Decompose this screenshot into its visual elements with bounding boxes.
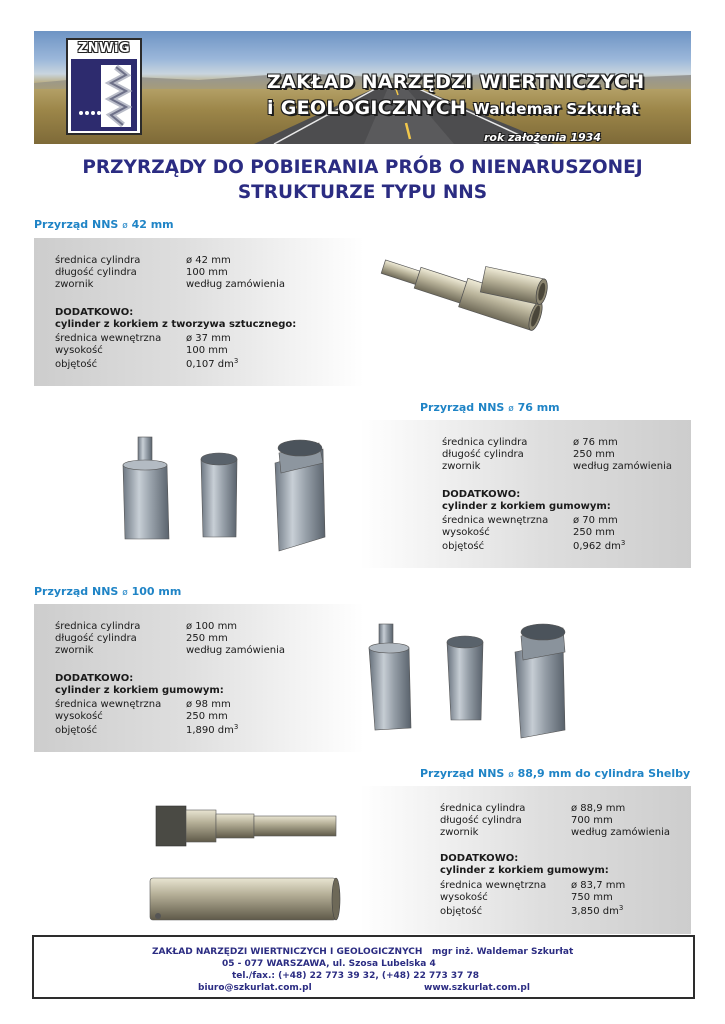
spec-value: według zamówienia xyxy=(186,645,285,656)
extra-subtitle: cylinder z korkiem gumowym: xyxy=(442,501,611,512)
spec-panel-nns-42 xyxy=(34,238,364,386)
spec-label: średnica cylindra xyxy=(55,255,141,266)
spec-value: ø 100 mm xyxy=(186,621,238,632)
spec-label: średnica cylindra xyxy=(440,803,526,814)
spec-label: wysokość xyxy=(440,892,488,903)
footer-email-link[interactable]: biuro@szkurlat.com.pl xyxy=(198,983,312,993)
extra-subtitle: cylinder z korkiem gumowym: xyxy=(440,865,609,876)
spec-label: objętość xyxy=(55,725,98,736)
section-heading-prefix: Przyrząd NNS xyxy=(34,585,119,598)
section-heading-size: 88,9 mm do cylindra Shelby xyxy=(517,767,691,780)
spec-label: zwornik xyxy=(55,645,94,656)
founded-year: rok założenia 1934 xyxy=(484,131,601,144)
section-heading-prefix: Przyrząd NNS xyxy=(420,767,505,780)
spec-value: 250 mm xyxy=(573,527,615,538)
extra-title: DODATKOWO: xyxy=(55,307,134,318)
spec-value: 250 mm xyxy=(186,633,228,644)
page-title-line2: STRUKTURZE TYPU NNS xyxy=(237,182,488,203)
extra-subtitle: cylinder z korkiem z tworzywa sztucznego: xyxy=(55,319,297,330)
spec-label: długość cylindra xyxy=(442,449,524,460)
company-name-line2-a: i GEOLOGICZNYCH xyxy=(267,97,467,119)
extra-subtitle: cylinder z korkiem gumowym: xyxy=(55,685,224,696)
unit-exponent: 3 xyxy=(233,357,239,365)
spec-label: wysokość xyxy=(55,345,103,356)
footer-company: ZAKŁAD NARZĘDZI WIERTNICZYCH I GEOLOGICZNYCH xyxy=(152,947,423,957)
spec-value: 750 mm xyxy=(571,892,613,903)
footer-address: 05 - 077 WARSZAWA, ul. Szosa Lubelska 4 xyxy=(222,959,436,969)
nns-88-9-sampler-photo xyxy=(148,800,348,930)
section-heading-prefix: Przyrząd NNS xyxy=(420,401,505,414)
diameter-symbol: ø xyxy=(122,221,128,231)
section-heading-size: 42 mm xyxy=(131,218,174,231)
spec-value xyxy=(186,725,238,737)
diameter-symbol: ø xyxy=(508,770,514,780)
spec-panel-nns-88-9 xyxy=(360,786,691,934)
contact-footer xyxy=(32,935,695,999)
company-name-line2 xyxy=(267,97,639,119)
company-name-line1: ZAKŁAD NARZĘDZI WIERTNICZYCH xyxy=(267,71,645,93)
section-heading-nns-88-9 xyxy=(420,767,690,780)
spec-value: 700 mm xyxy=(571,815,613,826)
section-heading-nns-76 xyxy=(420,401,560,414)
spec-label: wysokość xyxy=(442,527,490,538)
page-title xyxy=(0,155,725,205)
diameter-symbol: ø xyxy=(122,588,128,598)
spec-label: długość cylindra xyxy=(55,633,137,644)
volume-value: 3,850 dm xyxy=(571,906,619,917)
extra-title: DODATKOWO: xyxy=(440,853,519,864)
extra-title: DODATKOWO: xyxy=(442,489,521,500)
section-heading-prefix: Przyrząd NNS xyxy=(34,218,119,231)
logo-text: ZNWiG xyxy=(77,41,131,56)
spec-value: ø 83,7 mm xyxy=(571,880,626,891)
extra-title: DODATKOWO: xyxy=(55,673,134,684)
company-logo xyxy=(66,38,142,135)
spec-label: zwornik xyxy=(440,827,479,838)
volume-value: 0,107 dm xyxy=(186,359,234,370)
page-title-line1: PRZYRZĄDY DO POBIERANIA PRÓB O NIENARUSZONEJ xyxy=(82,157,643,178)
spec-label: objętość xyxy=(440,906,483,917)
spec-label: średnica wewnętrzna xyxy=(55,333,162,344)
section-heading-size: 76 mm xyxy=(517,401,560,414)
spec-value: według zamówienia xyxy=(571,827,670,838)
spec-label: średnica wewnętrzna xyxy=(440,880,547,891)
unit-exponent: 3 xyxy=(233,723,239,731)
section-heading-nns-100 xyxy=(34,585,181,598)
spec-label: średnica cylindra xyxy=(442,437,528,448)
nns-42-sampler-photo xyxy=(360,262,560,392)
section-heading-nns-42 xyxy=(34,218,174,231)
spec-value: ø 42 mm xyxy=(186,255,231,266)
spec-panel-nns-100 xyxy=(34,604,364,752)
spec-label: długość cylindra xyxy=(55,267,137,278)
spec-panel-nns-76 xyxy=(360,420,691,568)
spec-label: objętość xyxy=(55,359,98,370)
spec-label: wysokość xyxy=(55,711,103,722)
spec-label: zwornik xyxy=(55,279,94,290)
drill-bit-icon xyxy=(71,59,137,131)
spec-label: średnica wewnętrzna xyxy=(55,699,162,710)
spec-value: 250 mm xyxy=(186,711,228,722)
section-heading-size: 100 mm xyxy=(131,585,182,598)
spec-label: średnica cylindra xyxy=(55,621,141,632)
spec-value xyxy=(571,906,623,918)
spec-value: ø 88,9 mm xyxy=(571,803,626,814)
spec-value: ø 76 mm xyxy=(573,437,618,448)
spec-value: według zamówienia xyxy=(573,461,672,472)
spec-value: 250 mm xyxy=(573,449,615,460)
spec-value: 100 mm xyxy=(186,345,228,356)
spec-value xyxy=(186,359,238,371)
spec-label: długość cylindra xyxy=(440,815,522,826)
spec-label: objętość xyxy=(442,541,485,552)
spec-value: ø 98 mm xyxy=(186,699,231,710)
diameter-symbol: ø xyxy=(508,404,514,414)
unit-exponent: 3 xyxy=(620,539,626,547)
nns-100-sampler-photo xyxy=(365,620,585,750)
nns-76-sampler-photo xyxy=(115,433,335,563)
spec-value: ø 37 mm xyxy=(186,333,231,344)
unit-exponent: 3 xyxy=(618,904,624,912)
company-owner-name: Waldemar Szkurłat xyxy=(473,100,640,118)
volume-value: 0,962 dm xyxy=(573,541,621,552)
spec-value xyxy=(573,541,625,553)
footer-owner: mgr inż. Waldemar Szkurłat xyxy=(432,947,574,957)
footer-phone: tel./fax.: (+48) 22 773 39 32, (+48) 22 773 37 78 xyxy=(232,971,480,981)
footer-website-link[interactable]: www.szkurlat.com.pl xyxy=(424,983,530,993)
volume-value: 1,890 dm xyxy=(186,725,234,736)
logo-emblem xyxy=(71,59,137,131)
spec-label: zwornik xyxy=(442,461,481,472)
spec-label: średnica wewnętrzna xyxy=(442,515,549,526)
spec-value: ø 70 mm xyxy=(573,515,618,526)
spec-value: według zamówienia xyxy=(186,279,285,290)
spec-value: 100 mm xyxy=(186,267,228,278)
